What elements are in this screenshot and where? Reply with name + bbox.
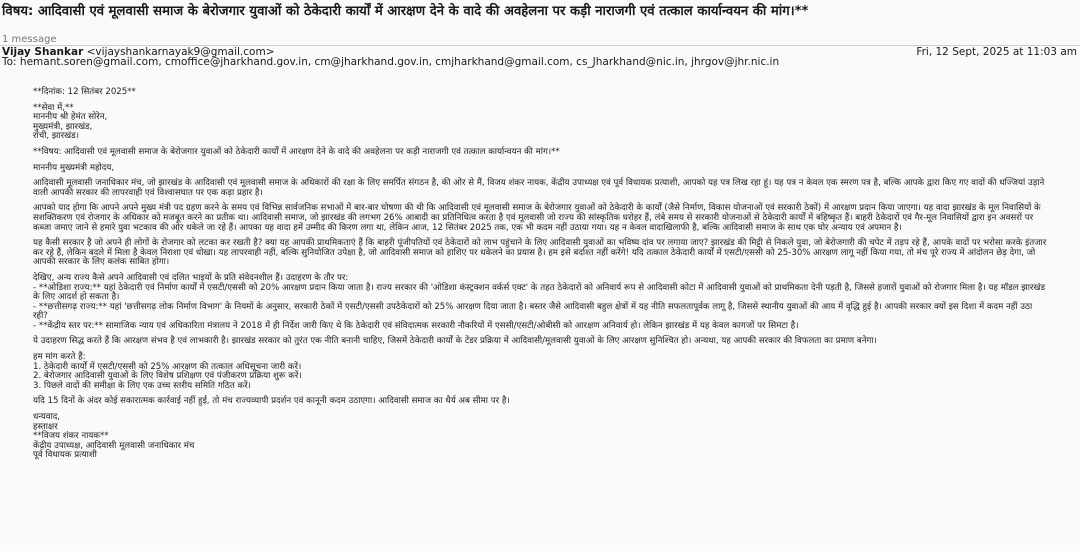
- date-line: **दिनांक: 12 सितंबर 2025**: [33, 87, 136, 97]
- address-line: रांची, झारखंड।: [33, 131, 80, 142]
- examples-list: [33, 284, 1048, 332]
- closing-line: धन्यवाद,: [33, 412, 61, 423]
- address-line: मुख्यमंत्री, झारखंड,: [33, 121, 93, 132]
- sender-name: Vijay Shankar: [2, 46, 84, 58]
- paragraph: आपको याद होगा कि आपने अपने मुख्य मंत्री पद ग्रहण करने के समय एवं विभिन्न सार्वजनिक सभाओं में बार-बार घोषणा की थी कि आदिवासी एवं मूलवासी समाज के बेरोजगार युवाओं को ठेकेदारी के कार्यों (जैसे निर्माण, विकास योजनाओं एवं सरकारी ठेकों) में आरक्षण प्रदान किया जाएगा। यह वादा झारखंड के मूल निवासियों के सशक्तिकरण एवं रोजगार के अधिकार को मजबूत करने का प्रतीक था। आदिवासी समाज, जो झारखंड की लगभग 26% आबादी का प्रतिनिधित्व करता है एवं मूलवासी जो राज्य की सांस्कृतिक धरोहर हैं, लंबे समय से सरकारी योजनाओं से ठेकेदारी कार्यों में बहिष्कृत हैं। बाहरी ठेकेदारों एवं गैर-मूल निवासियों द्वारा इन अवसरों पर कब्जा जमाए जाने से हमारे युवा भटकाव की ओर धकेले जा रहे हैं। आपका यह वादा हमें उम्मीद की किरण लगा था, लेकिन आज, 12 सितंबर 2025 तक, एक भी कदम नहीं उठाया गया। यह न केवल वादाखिलाफी है, बल्कि आदिवासी समाज के साथ एक घोर अन्याय एवं अपमान है।: [33, 203, 1041, 233]
- list-item: - **छत्तीसगढ़ राज्य:** यहां 'छत्तीसगढ़ लोक निर्माण विभाग' के नियमों के अनुसार, सरकारी ठेकों में एसटी/एससी उपठेकेदारों को 25% आरक्षण दिया जाता है। बस्तर जैसे आदिवासी बहुल क्षेत्रों में यह नीति सफलतापूर्वक लागू है, जिससे स्थानीय युवाओं की आय में वृद्धि हुई है। आपकी सरकार क्यों इस दिशा में कदम नहीं उठा रही?: [33, 301, 1033, 322]
- subject-line: **विषय: आदिवासी एवं मूलवासी समाज के बेरोजगार युवाओं को ठेकेदारी कार्यों में आरक्षण देने के वादे की अवहेलना पर कड़ी नाराजगी एवं तत्काल कार्यान्वयन की मांग।**: [33, 146, 560, 157]
- message-count: 1 message: [2, 34, 57, 45]
- recipients: To: hemant.soren@gmail.com, cmoffice@jharkhand.gov.in, cm@jharkhand.gov.in, cmjharkhand@gmail.com, cs_Jharkhand@nic.in, jhrgov@jhr.nic.in: [2, 56, 780, 68]
- paragraph: आदिवासी मूलवासी जनाधिकार मंच, जो झारखंड के आदिवासी एवं मूलवासी समाज के अधिकारों की रक्षा के लिए समर्पित संगठन है, की ओर से मैं, विजय शंकर नायक, केंद्रीय उपाध्यक्ष एवं पूर्व विधायक प्रत्याशी, आपको यह पत्र लिख रहा हूं। यह पत्र न केवल एक स्मरण पत्र है, बल्कि आपके द्वारा किए गए वादों की धज्जियां उड़ाने वाली आपकी सरकार की लापरवाही एवं विश्वासघात पर एक कड़ा प्रहार है।: [33, 178, 1045, 198]
- closing-line: हस्ताक्षर: [33, 421, 58, 432]
- list-item: - **ओडिशा राज्य:** यहां ठेकेदारी एवं निर्माण कार्यों में एसटी/एससी को 20% आरक्षण प्रदान किया जाता है। राज्य सरकार की 'ओडिशा कंस्ट्रक्शन वर्कर्स एक्ट' के तहत ठेकेदारों को अनिवार्य रूप से आदिवासी कोटा में आदिवासी युवाओं को प्राथमिकता देनी पड़ती है, जिससे हजारों युवाओं को रोजगार मिला है। यह मॉडल झारखंड के लिए आदर्श हो सकता है।: [33, 282, 1046, 303]
- email-subject: विषय: आदिवासी एवं मूलवासी समाज के बेरोजगार युवाओं को ठेकेदारी कार्यों में आरक्षण देने के वादे की अवहेलना पर कड़ी नाराजगी एवं तत्काल कार्यान्वयन की मांग।**: [2, 4, 809, 19]
- list-item: 3. पिछले वादों की समीक्षा के लिए एक उच्च स्तरीय समिति गठित करें।: [33, 380, 251, 391]
- paragraph: देखिए, अन्य राज्य कैसे अपने आदिवासी एवं दलित भाइयों के प्रति संवेदनशील हैं। उदाहरण के तौर पर:: [33, 272, 349, 283]
- list-item: 1. ठेकेदारी कार्यों में एसटी/एससी को 25% आरक्षण की तत्काल अधिसूचना जारी करें।: [33, 361, 302, 372]
- address-line: **सेवा में,**: [33, 102, 74, 113]
- closing-line: केंद्रीय उपाध्यक्ष, आदिवासी मूलवासी जनाधिकार मंच: [33, 440, 195, 451]
- paragraph: यदि 15 दिनों के अंदर कोई सकारात्मक कार्रवाई नहीं हुई, तो मंच राज्यव्यापी प्रदर्शन एवं कानूनी कदम उठाएगा। आदिवासी समाज का धैर्य अब सीमा पर है।: [33, 396, 510, 407]
- paragraph: यह कैसी सरकार है जो अपने ही लोगों के रोजगार को लटका कर रखती है? क्या यह आपकी प्राथमिकताएं हैं कि बाहरी पूंजीपतियों एवं ठेकेदारों को लाभ पहुंचाने के लिए आदिवासी युवाओं का भविष्य दांव पर लगाया जाए? झारखंड की मिट्टी से निकले युवा, जो बेरोजगारी की चपेट में तड़प रहे हैं, आपके वादों पर भरोसा करके इंतजार कर रहे हैं, लेकिन बदले में मिला है केवल निराशा एवं धोखा। यह लापरवाही नहीं, बल्कि सुनियोजित उपेक्षा है, जो आदिवासी समाज को हाशिए पर धकेलने का प्रयास है। हम इसे बर्दाश्त नहीं करेंगे! यदि तत्काल ठेकेदारी कार्यों में एसटी/एससी को 25-30% आरक्षण लागू नहीं किया गया, तो मंच पूरे राज्य में आंदोलन छेड़ देगा, जो आपकी सरकार के लिए कलंक साबित होगा।: [33, 238, 1047, 268]
- salutation: माननीय मुख्यमंत्री महोदय,: [33, 162, 115, 173]
- email-date: Fri, 12 Sept, 2025 at 11:03 am: [916, 46, 1077, 58]
- closing-line: पूर्व विधायक प्रत्याशी: [33, 450, 97, 461]
- demands-list: [33, 363, 1048, 392]
- email-body: [33, 88, 1048, 461]
- demands-heading: हम मांग करते हैं:: [33, 352, 86, 363]
- list-item: 2. बेरोजगार आदिवासी युवाओं के लिए विशेष प्रशिक्षण एवं पंजीकरण प्रक्रिया शुरू करें।: [33, 371, 302, 382]
- signature-name: **विजय शंकर नायक**: [33, 431, 109, 442]
- list-item: - **केंद्रीय स्तर पर:** सामाजिक न्याय एवं अधिकारिता मंत्रालय ने 2018 में ही निर्देश जारी किए थे कि ठेकेदारी एवं संविदात्मक सरकारी नौकरियों में एससी/एसटी/ओबीसी को आरक्षण अनिवार्य हो। लेकिन झारखंड में यह केवल कागजों पर सिमटा है।: [33, 320, 799, 331]
- paragraph: ये उदाहरण सिद्ध करते हैं कि आरक्षण संभव है एवं लाभकारी है। झारखंड सरकार को तुरंत एक नीति बनानी चाहिए, जिसमें ठेकेदारी कार्यों के टेंडर प्रक्रिया में आदिवासी/मूलवासी युवाओं के लिए आरक्षण सुनिश्चित हो। अन्यथा, यह आपकी सरकार की विफलता का प्रमाण बनेगा।: [33, 336, 877, 347]
- address-line: माननीय श्री हेमंत सोरेन,: [33, 112, 108, 123]
- sender-email: <vijayshankarnayak9@gmail.com>: [86, 46, 275, 58]
